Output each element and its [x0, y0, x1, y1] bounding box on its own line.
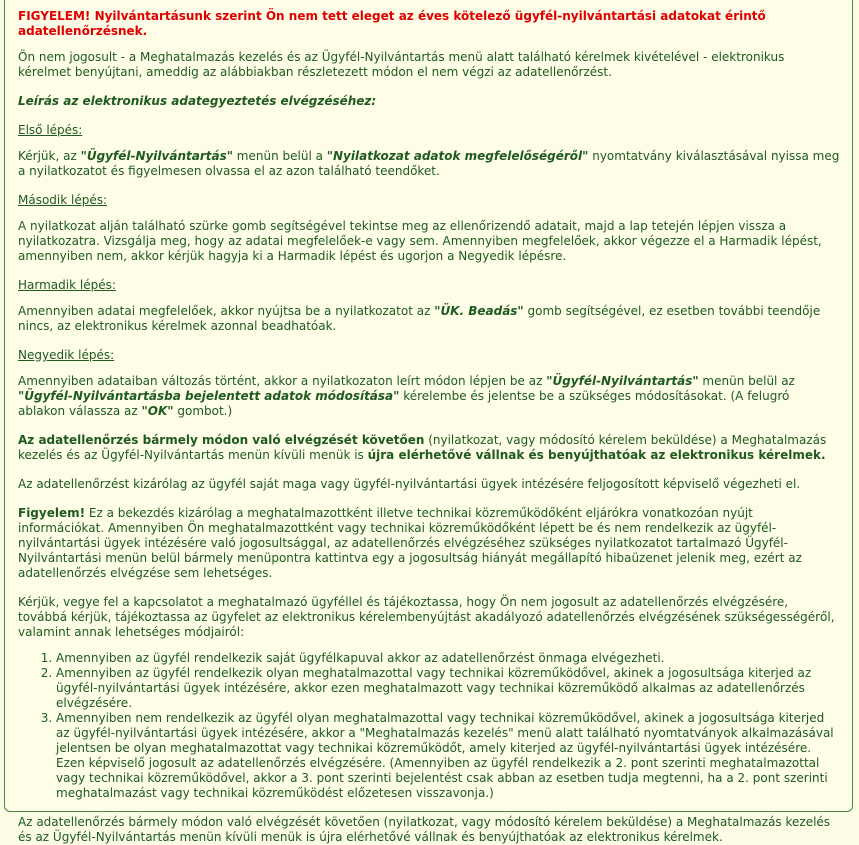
notice-content: [5, 0, 852, 845]
options-list: [18, 651, 840, 801]
list-item: 1. Amennyiben az ügyfél rendelkezik saját ügyfélkapuval akkor az adatellenőrzést önmaga elvégezheti.: [56, 651, 840, 666]
list-item: 3. Amennyiben nem rendelkezik az ügyfél olyan meghatalmazottal vagy technikai közreműködővel, akinek a jogosultsága kiterjed az ügyfél-nyilvántartási ügyek intézésére, akkor a "Meghatalmazás kezelés" menü alatt található nyomtatványok alkalmazásával jelentsen be olyan meghatalmazottat vagy technikai közreműködőt, amely kiterjed az ügyfél-nyilvántartási ügyek intézésére. Ezen képviselő jogosult az adatellenőrzés elvégzésére. (Amennyiben az ügyfél rendelkezik a 2. pont szerinti meghatalmazottal vagy technikai közreműködővel, akkor a 3. pont szerinti bejelentést csak abban az esetben tudja megtenni, ha a 2. pont szerinti meghatalmazást vagy technikai közreműködést előzetesen visszavonja.): [56, 711, 840, 801]
step4-ok-name: "OK": [141, 404, 174, 418]
step3-text: Amennyiben adatai megfelelőek, akkor nyújtsa be a nyilatkozatot az "ÜK. Beadás" gomb segítségével, ez esetben további teendője nincs, az elektronikus kérelmek azonnal beadhatóak.: [18, 304, 821, 333]
step4-text: Amennyiben adataiban változás történt, akkor a nyilatkozaton leírt módon lépjen be az "Ügyfél-Nyilvántartás" menün belül az "Ügyfél-Nyilvántartásba bejelentett adatok módosítása" kérelembe és jelentse be a szükséges módosításokat. (A felugró ablakon válassza az "OK" gombot.): [18, 374, 795, 418]
instructions-heading: Leírás az elektronikus adategyeztetés elvégzéséhez:: [18, 94, 377, 108]
step1-menu-name: "Ügyfél-Nyilvántartás": [80, 149, 233, 163]
notice-panel: [4, 0, 853, 844]
warning-text: FIGYELEM! Nyilvántartásunk szerint Ön nem tett eleget az éves kötelező ügyfél-nyilvántartási adatokat érintő adatellenőrzésnek.: [18, 9, 766, 38]
step3-button-name: "ÜK. Beadás": [434, 304, 524, 318]
final-text: Az adatellenőrzés bármely módon való elvégzését követően (nyilatkozat, vagy módosító kérelem beküldése) a Meghatalmazás kezelés és az Ügyfél-Nyilvántartás menün kívüli menük is újra elérhetővé vállnak és benyújthatóak az elektronikus kérelmek.: [18, 815, 831, 844]
step1-form-name: "Nyilatkozat adatok megfelelőségéről": [326, 149, 589, 163]
step4-menu-name: "Ügyfél-Nyilvántartás": [546, 374, 699, 388]
intro-text: Ön nem jogosult - a Meghatalmazás kezelés és az Ügyfél-Nyilvántartás menü alatt található kérelmek kivételével - elektronikus kérelmet benyújtani, ameddig az alábbiakban részletezett módon el nem végzi az adatellenőrzést.: [18, 50, 785, 79]
step3-title: Harmadik lépés:: [18, 278, 116, 292]
after-check-text: Az adatellenőrzés bármely módon való elvégzését követően (nyilatkozat, vagy módosító kérelem beküldése) a Meghatalmazás kezelés és az Ügyfél-Nyilvántartás menün kívüli menük is újra elérhetővé vállnak és benyújthatóak az elektronikus kérelmek.: [18, 433, 827, 462]
step1-title: Első lépés:: [18, 123, 83, 137]
step4-request-name: "Ügyfél-Nyilvántartásba bejelentett adatok módosítása": [18, 389, 400, 403]
step2-title: Második lépés:: [18, 193, 108, 207]
attention-label: Figyelem!: [18, 506, 86, 520]
list-item: 2. Amennyiben az ügyfél rendelkezik olyan meghatalmazottal vagy technikai közreműködővel, akinek a jogosultsága kiterjed az ügyfél-nyilvántartási ügyek intézésére, akkor ezen meghatalmazott vagy technikai közreműködő alkalmas az adatellenőrzés elvégzésére.: [56, 666, 840, 711]
attention-text: Figyelem! Ez a bekezdés kizárólag a meghatalmazottként illetve technikai közreműködőként eljárókra vonatkozóan nyújt információkat. Amennyiben Ön meghatalmazottként vagy technikai közreműködőként lépett be és nem rendelkezik az ügyfél-nyilvántartási ügyek intézésére való jogosultsággal, az adatellenőrzés elvégzéséhez szükséges nyilatkozatot tartalmazó Ügyfél-Nyilvántartási menün belül bármely menüpontra kattintva egy a jogosultság hiányát megállapító hibaüzenet jelenik meg, ezért az adatellenőrzés elvégzése sem lehetséges.: [18, 506, 802, 580]
only-client-text: Az adatellenőrzést kizárólag az ügyfél saját maga vagy ügyfél-nyilvántartási ügyek intézésére feljogosított képviselő végezheti el.: [18, 477, 801, 491]
step4-title: Negyedik lépés:: [18, 348, 115, 362]
step1-text: Kérjük, az "Ügyfél-Nyilvántartás" menün belül a "Nyilatkozat adatok megfelelőségéről" nyomtatvány kiválasztásával nyissa meg a nyilatkozatot és figyelmesen olvassa el az azon található teendőket.: [18, 149, 840, 178]
step2-text: A nyilatkozat alján található szürke gomb segítségével tekintse meg az ellenőrizendő adatait, majd a lap tetején lépjen vissza a nyilatkozatra. Vizsgálja meg, hogy az adatai megfelelőek-e vagy sem. Amennyiben megfelelőek, akkor végezze el a Harmadik lépést, amennyiben nem, akkor kérjük hagyja ki a Harmadik lépést és ugorjon a Negyedik lépésre.: [18, 219, 822, 263]
contact-text: Kérjük, vegye fel a kapcsolatot a meghatalmazó ügyféllel és tájékoztassa, hogy Ön nem jogosult az adatellenőrzés elvégzésére, továbbá kérjük, tájékoztassa az ügyfelet az elektronikus kérelembenyújtást akadályozó adatellenőrzés elvégzésének szükségességéről, valamint annak lehetséges módjairól:: [18, 595, 835, 639]
